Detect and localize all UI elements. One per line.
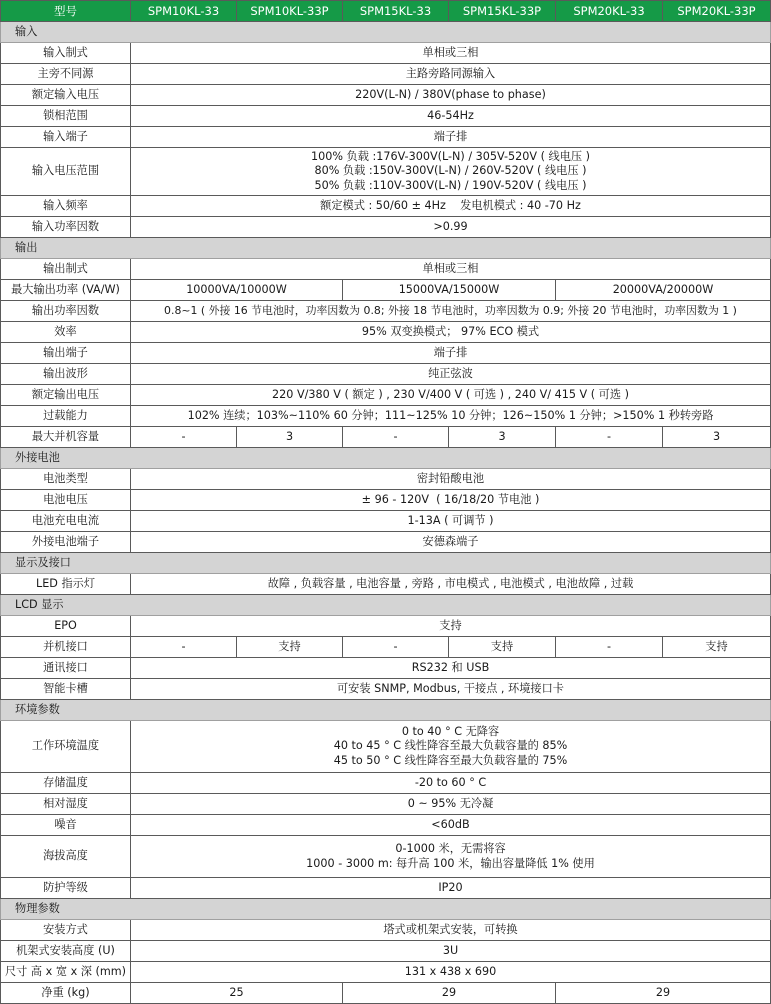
row-value bbox=[131, 721, 771, 773]
row-value: 端子排 bbox=[131, 343, 771, 364]
row-label: 输出制式 bbox=[1, 259, 131, 280]
table-row bbox=[1, 64, 771, 85]
row-value: 131 x 438 x 690 bbox=[131, 962, 771, 983]
table-row bbox=[1, 43, 771, 64]
section-display: 显示及接口 bbox=[1, 553, 771, 574]
section-environment: 环境参数 bbox=[1, 700, 771, 721]
section-physical: 物理参数 bbox=[1, 899, 771, 920]
row-value: - bbox=[131, 637, 237, 658]
row-label: 额定输出电压 bbox=[1, 385, 131, 406]
table-row bbox=[1, 106, 771, 127]
table-row bbox=[1, 679, 771, 700]
table-row bbox=[1, 490, 771, 511]
value-line: 45 to 50 ° C 线性降容至最大负载容量的 75% bbox=[333, 753, 568, 767]
model-header: SPM15KL-33P bbox=[449, 1, 556, 22]
row-value: - bbox=[343, 427, 449, 448]
row-value: 3U bbox=[131, 941, 771, 962]
row-value: ± 96 - 120V ( 16/18/20 节电池 ) bbox=[131, 490, 771, 511]
section-output: 输出 bbox=[1, 238, 771, 259]
model-header: SPM20KL-33 bbox=[556, 1, 663, 22]
row-value: - bbox=[343, 637, 449, 658]
table-row bbox=[1, 532, 771, 553]
row-value: <60dB bbox=[131, 815, 771, 836]
row-value: 220 V/380 V ( 额定 ) , 230 V/400 V ( 可选 ) , 240 V/ 415 V ( 可选 ) bbox=[131, 385, 771, 406]
row-label: 输入功率因数 bbox=[1, 217, 131, 238]
row-value: 29 bbox=[343, 983, 556, 1004]
table-row bbox=[1, 836, 771, 878]
row-value: 3 bbox=[449, 427, 556, 448]
section-input: 输入 bbox=[1, 22, 771, 43]
row-value: 纯正弦波 bbox=[131, 364, 771, 385]
row-value: 1-13A ( 可调节 ) bbox=[131, 511, 771, 532]
row-label: 噪音 bbox=[1, 815, 131, 836]
row-value bbox=[131, 148, 771, 196]
row-label: 电池类型 bbox=[1, 469, 131, 490]
table-row bbox=[1, 941, 771, 962]
row-value: 端子排 bbox=[131, 127, 771, 148]
table-row bbox=[1, 259, 771, 280]
row-label: 输出端子 bbox=[1, 343, 131, 364]
value-line: 0-1000 米，无需将容 bbox=[395, 841, 506, 855]
table-row bbox=[1, 962, 771, 983]
header-label: 型号 bbox=[1, 1, 131, 22]
row-label: LED 指示灯 bbox=[1, 574, 131, 595]
row-value: 20000VA/20000W bbox=[556, 280, 771, 301]
row-label: 最大输出功率 (VA/W) bbox=[1, 280, 131, 301]
row-label: 相对湿度 bbox=[1, 794, 131, 815]
table-row bbox=[1, 427, 771, 448]
row-label: 海拔高度 bbox=[1, 836, 131, 878]
row-label: 通讯接口 bbox=[1, 658, 131, 679]
row-label: 主旁不同源 bbox=[1, 64, 131, 85]
table-row bbox=[1, 721, 771, 773]
row-value: IP20 bbox=[131, 878, 771, 899]
row-label: 机架式安装高度 (U) bbox=[1, 941, 131, 962]
value-line: 40 to 45 ° C 线性降容至最大负载容量的 85% bbox=[333, 739, 568, 753]
table-row bbox=[1, 148, 771, 196]
row-label: 电池电压 bbox=[1, 490, 131, 511]
row-label: 效率 bbox=[1, 322, 131, 343]
row-label: EPO bbox=[1, 616, 131, 637]
value-line: 1000 - 3000 m: 每升高 100 米，输出容量降低 1% 使用 bbox=[306, 856, 595, 870]
row-value: 塔式或机架式安装，可转换 bbox=[131, 920, 771, 941]
row-label: 输入制式 bbox=[1, 43, 131, 64]
row-value: 3 bbox=[663, 427, 771, 448]
row-value: 3 bbox=[237, 427, 343, 448]
row-label: 输入端子 bbox=[1, 127, 131, 148]
table-row bbox=[1, 127, 771, 148]
row-value: 15000VA/15000W bbox=[343, 280, 556, 301]
table-row bbox=[1, 280, 771, 301]
row-value: 单相或三相 bbox=[131, 43, 771, 64]
row-label: 智能卡槽 bbox=[1, 679, 131, 700]
table-row bbox=[1, 658, 771, 679]
row-value: 支持 bbox=[449, 637, 556, 658]
table-row bbox=[1, 574, 771, 595]
row-value: RS232 和 USB bbox=[131, 658, 771, 679]
table-row bbox=[1, 637, 771, 658]
row-label: 输入频率 bbox=[1, 196, 131, 217]
table-row bbox=[1, 196, 771, 217]
row-value: 46-54Hz bbox=[131, 106, 771, 127]
table-row bbox=[1, 794, 771, 815]
row-value: 220V(L-N) / 380V(phase to phase) bbox=[131, 85, 771, 106]
table-row bbox=[1, 406, 771, 427]
row-value: 安德森端子 bbox=[131, 532, 771, 553]
row-value: >0.99 bbox=[131, 217, 771, 238]
table-row bbox=[1, 343, 771, 364]
table-row bbox=[1, 511, 771, 532]
row-value: 支持 bbox=[131, 616, 771, 637]
section-lcd: LCD 显示 bbox=[1, 595, 771, 616]
row-label: 过载能力 bbox=[1, 406, 131, 427]
row-value: - bbox=[556, 427, 663, 448]
row-value: 密封铅酸电池 bbox=[131, 469, 771, 490]
model-header: SPM10KL-33 bbox=[131, 1, 237, 22]
row-label: 输出波形 bbox=[1, 364, 131, 385]
table-row bbox=[1, 773, 771, 794]
row-label: 输出功率因数 bbox=[1, 301, 131, 322]
row-value: 29 bbox=[556, 983, 771, 1004]
value-line: 80% 负载 :150V-300V(L-N) / 260V-520V ( 线电压 ) bbox=[314, 164, 587, 178]
row-label: 防护等级 bbox=[1, 878, 131, 899]
row-value: - bbox=[556, 637, 663, 658]
row-label: 尺寸 高 x 宽 x 深 (mm) bbox=[1, 962, 131, 983]
row-label: 净重 (kg) bbox=[1, 983, 131, 1004]
table-row bbox=[1, 85, 771, 106]
row-value: 支持 bbox=[663, 637, 771, 658]
row-value: 额定模式 : 50/60 ± 4Hz 发电机模式 : 40 -70 Hz bbox=[131, 196, 771, 217]
row-value: 可安装 SNMP, Modbus, 干接点 , 环境接口卡 bbox=[131, 679, 771, 700]
table-row bbox=[1, 217, 771, 238]
value-line: 100% 负载 :176V-300V(L-N) / 305V-520V ( 线电压 ) bbox=[310, 149, 591, 163]
table-row bbox=[1, 322, 771, 343]
row-value: 10000VA/10000W bbox=[131, 280, 343, 301]
row-value: 102% 连续；103%~110% 60 分钟；111~125% 10 分钟；126~150% 1 分钟；>150% 1 秒转旁路 bbox=[131, 406, 771, 427]
table-row bbox=[1, 815, 771, 836]
row-label: 并机接口 bbox=[1, 637, 131, 658]
row-value: 0.8~1 ( 外接 16 节电池时，功率因数为 0.8; 外接 18 节电池时，功率因数为 0.9; 外接 20 节电池时，功率因数为 1 ) bbox=[131, 301, 771, 322]
table-row bbox=[1, 385, 771, 406]
row-value: -20 to 60 ° C bbox=[131, 773, 771, 794]
row-label: 输入电压范围 bbox=[1, 148, 131, 196]
table-row bbox=[1, 469, 771, 490]
row-value: - bbox=[131, 427, 237, 448]
row-value: 0 ~ 95% 无冷凝 bbox=[131, 794, 771, 815]
row-label: 存储温度 bbox=[1, 773, 131, 794]
model-header: SPM20KL-33P bbox=[663, 1, 771, 22]
row-label: 安装方式 bbox=[1, 920, 131, 941]
row-value: 95% 双变换模式； 97% ECO 模式 bbox=[131, 322, 771, 343]
table-row bbox=[1, 616, 771, 637]
row-label: 外接电池端子 bbox=[1, 532, 131, 553]
row-label: 额定输入电压 bbox=[1, 85, 131, 106]
table-row bbox=[1, 301, 771, 322]
row-label: 锁相范围 bbox=[1, 106, 131, 127]
row-label: 最大并机容量 bbox=[1, 427, 131, 448]
row-value: 单相或三相 bbox=[131, 259, 771, 280]
value-line: 50% 负载 :110V-300V(L-N) / 190V-520V ( 线电压 ) bbox=[314, 178, 587, 192]
section-battery: 外接电池 bbox=[1, 448, 771, 469]
table-row bbox=[1, 364, 771, 385]
value-line: 0 to 40 ° C 无降容 bbox=[401, 724, 500, 738]
row-value: 主路旁路同源输入 bbox=[131, 64, 771, 85]
model-header: SPM10KL-33P bbox=[237, 1, 343, 22]
header-row bbox=[1, 1, 771, 22]
row-value: 25 bbox=[131, 983, 343, 1004]
row-value bbox=[131, 836, 771, 878]
row-value: 故障 , 负载容量 , 电池容量 , 旁路 , 市电模式 , 电池模式 , 电池故障 , 过载 bbox=[131, 574, 771, 595]
model-header: SPM15KL-33 bbox=[343, 1, 449, 22]
table-row bbox=[1, 878, 771, 899]
table-row bbox=[1, 983, 771, 1004]
row-label: 工作环境温度 bbox=[1, 721, 131, 773]
table-row bbox=[1, 920, 771, 941]
row-label: 电池充电电流 bbox=[1, 511, 131, 532]
row-value: 支持 bbox=[237, 637, 343, 658]
